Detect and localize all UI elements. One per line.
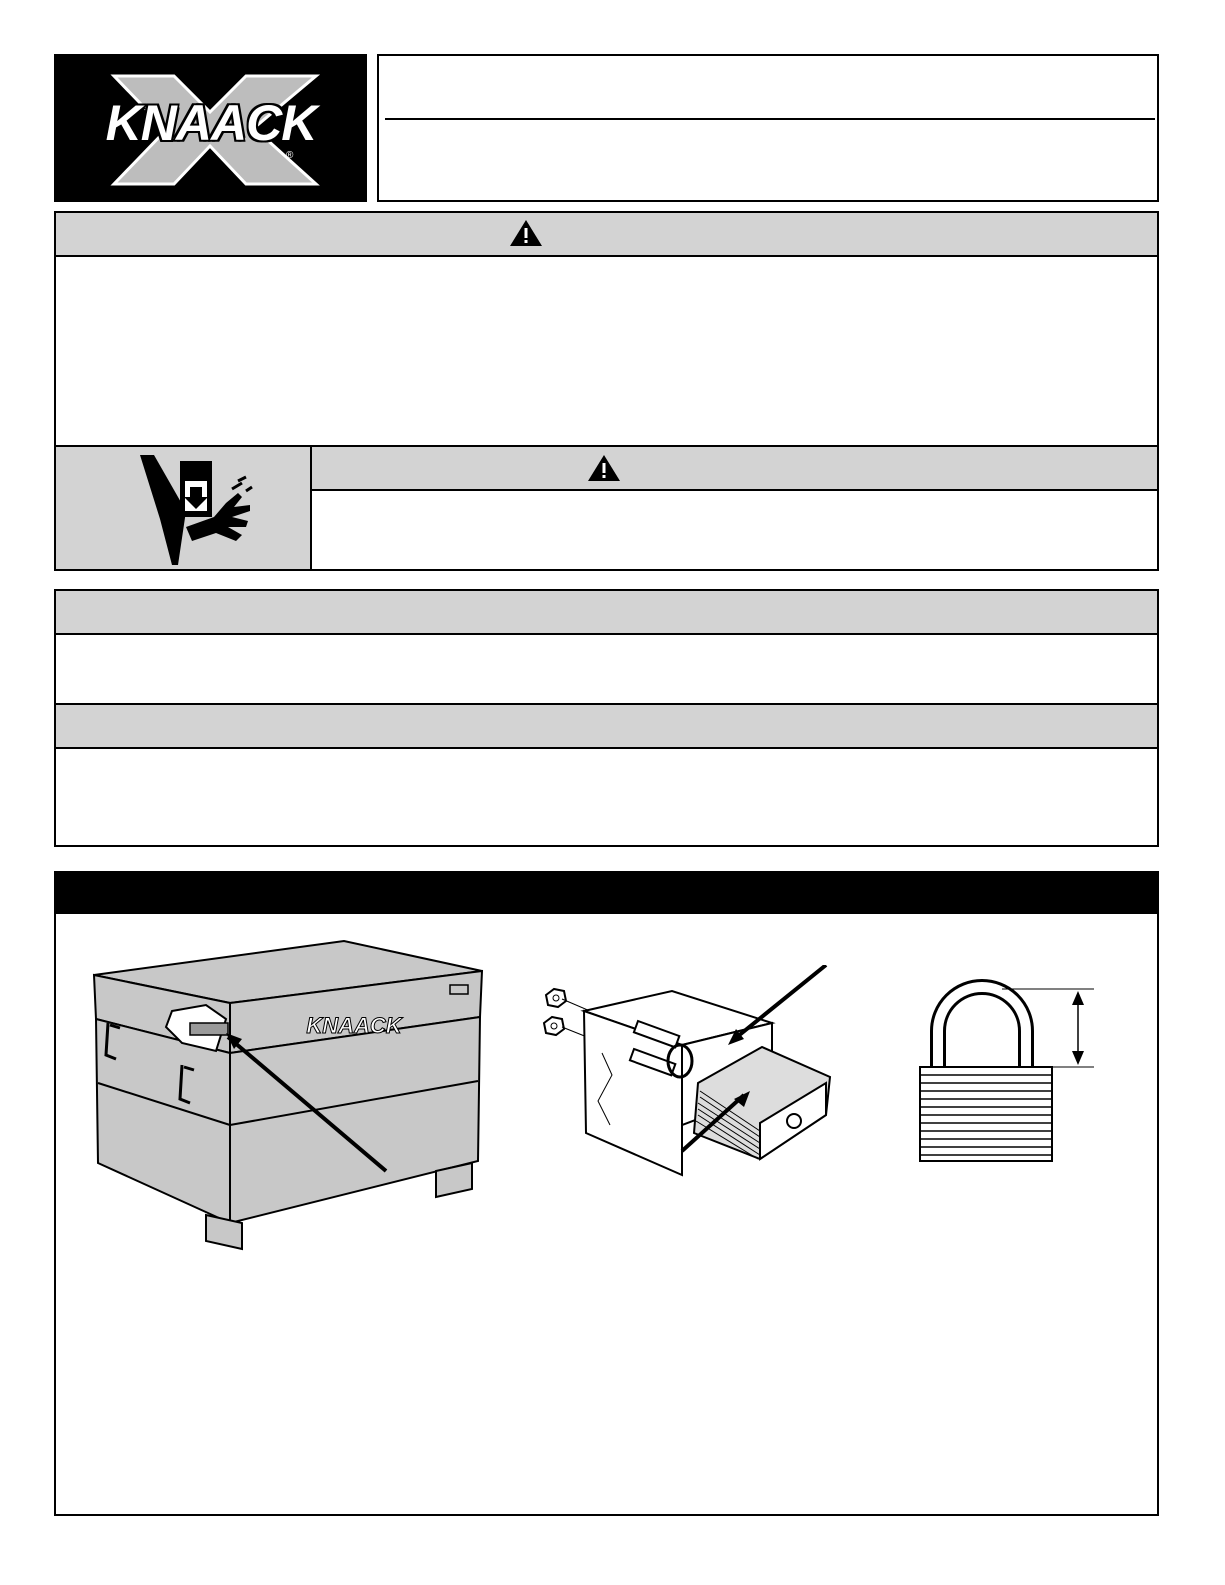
padlock-shackle-dimension-illustration xyxy=(916,961,1116,1181)
warning-triangle-icon xyxy=(586,453,622,483)
warning-section xyxy=(54,211,1159,571)
padlock-hasp-assembly-illustration xyxy=(532,965,852,1205)
section-header-a xyxy=(56,591,1157,635)
warning-header xyxy=(56,213,1157,257)
brand-logo xyxy=(54,54,367,202)
title-divider xyxy=(385,118,1155,120)
logo-wordmark: KNAACK xyxy=(105,95,317,151)
section-header-b xyxy=(56,703,1157,749)
box-logo-text: KNAACK xyxy=(306,1013,402,1038)
caution-header xyxy=(312,445,1157,491)
registered-mark: ® xyxy=(286,150,294,161)
hand-pinch-hazard-icon xyxy=(56,447,312,571)
instructions-section xyxy=(54,589,1159,847)
illustration-section xyxy=(54,871,1159,1516)
title-box xyxy=(377,54,1159,202)
pinch-hazard-panel xyxy=(56,445,312,569)
warning-triangle-icon xyxy=(508,218,544,248)
section-header-black-bar xyxy=(56,873,1157,914)
job-box-illustration xyxy=(86,933,516,1273)
